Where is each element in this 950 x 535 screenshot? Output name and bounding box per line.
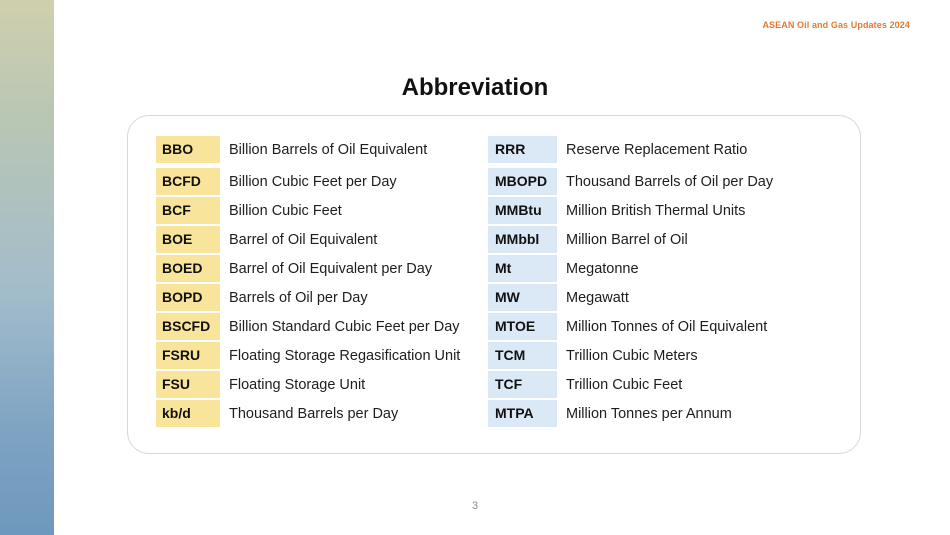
- abbreviation-definition: Floating Storage Regasification Unit: [229, 347, 461, 364]
- abbreviation-row: [156, 284, 368, 311]
- abbreviation-definition: Floating Storage Unit: [229, 376, 366, 393]
- abbreviation-definition: Trillion Cubic Feet: [566, 376, 683, 393]
- abbreviation-row: [488, 226, 688, 253]
- abbreviation-term: BCF: [156, 197, 220, 224]
- abbreviation-term: MMBtu: [488, 197, 557, 224]
- abbreviation-term: BOPD: [156, 284, 220, 311]
- page-number: 3: [471, 500, 479, 512]
- abbreviation-row: [488, 342, 698, 369]
- abbreviation-row: [156, 342, 460, 369]
- abbreviation-definition: Million Tonnes of Oil Equivalent: [566, 318, 768, 335]
- abbreviation-term: FSRU: [156, 342, 220, 369]
- abbreviation-definition: Megatonne: [566, 260, 639, 277]
- abbreviation-definition: Million Barrel of Oil: [566, 231, 688, 248]
- abbreviation-row: [156, 168, 397, 195]
- abbreviation-term: MW: [488, 284, 557, 311]
- abbreviation-definition: Reserve Replacement Ratio: [566, 141, 748, 158]
- abbreviation-row: [488, 371, 682, 398]
- abbreviation-term: RRR: [488, 136, 557, 163]
- abbreviation-definition: Trillion Cubic Meters: [566, 347, 698, 364]
- header-brand: ASEAN Oil and Gas Updates 2024: [762, 20, 910, 30]
- abbreviation-definition: Barrels of Oil per Day: [229, 289, 368, 306]
- abbreviation-term: MTPA: [488, 400, 557, 427]
- abbreviation-term: MTOE: [488, 313, 557, 340]
- abbreviation-term: MMbbl: [488, 226, 557, 253]
- abbreviation-row: [488, 313, 767, 340]
- abbreviation-definition: Thousand Barrels of Oil per Day: [566, 173, 774, 190]
- abbreviation-term: BOED: [156, 255, 220, 282]
- abbreviation-row: [488, 255, 639, 282]
- page-title: Abbreviation: [401, 74, 549, 101]
- abbreviation-definition: Barrel of Oil Equivalent per Day: [229, 260, 433, 277]
- abbreviation-definition: Million British Thermal Units: [566, 202, 746, 219]
- abbreviation-term: TCM: [488, 342, 557, 369]
- abbreviation-term: BOE: [156, 226, 220, 253]
- abbreviation-row: [488, 168, 773, 195]
- abbreviation-term: kb/d: [156, 400, 220, 427]
- abbreviation-term: BSCFD: [156, 313, 220, 340]
- abbreviation-definition: Billion Standard Cubic Feet per Day: [229, 318, 460, 335]
- abbreviation-term: BCFD: [156, 168, 220, 195]
- abbreviation-row: [488, 284, 629, 311]
- abbreviation-definition: Barrel of Oil Equivalent: [229, 231, 378, 248]
- abbreviation-row: [156, 255, 432, 282]
- abbreviation-definition: Thousand Barrels per Day: [229, 405, 399, 422]
- abbreviation-row: [156, 400, 398, 427]
- abbreviation-term: TCF: [488, 371, 557, 398]
- abbreviation-definition: Billion Barrels of Oil Equivalent: [229, 141, 428, 158]
- abbreviation-definition: Billion Cubic Feet per Day: [229, 173, 397, 190]
- abbreviation-row: [156, 313, 460, 340]
- abbreviation-row: [156, 371, 365, 398]
- abbreviation-term: BBO: [156, 136, 220, 163]
- abbreviation-row: [488, 136, 747, 163]
- abbreviation-row: [488, 400, 732, 427]
- abbreviation-term: Mt: [488, 255, 557, 282]
- abbreviation-term: FSU: [156, 371, 220, 398]
- abbreviation-definition: Billion Cubic Feet: [229, 202, 342, 219]
- abbreviation-row: [156, 136, 427, 163]
- abbreviation-definition: Million Tonnes per Annum: [566, 405, 732, 422]
- abbreviation-term: MBOPD: [488, 168, 557, 195]
- abbreviation-row: [156, 197, 342, 224]
- abbreviation-row: [488, 197, 745, 224]
- abbreviation-definition: Megawatt: [566, 289, 629, 306]
- abbreviation-row: [156, 226, 377, 253]
